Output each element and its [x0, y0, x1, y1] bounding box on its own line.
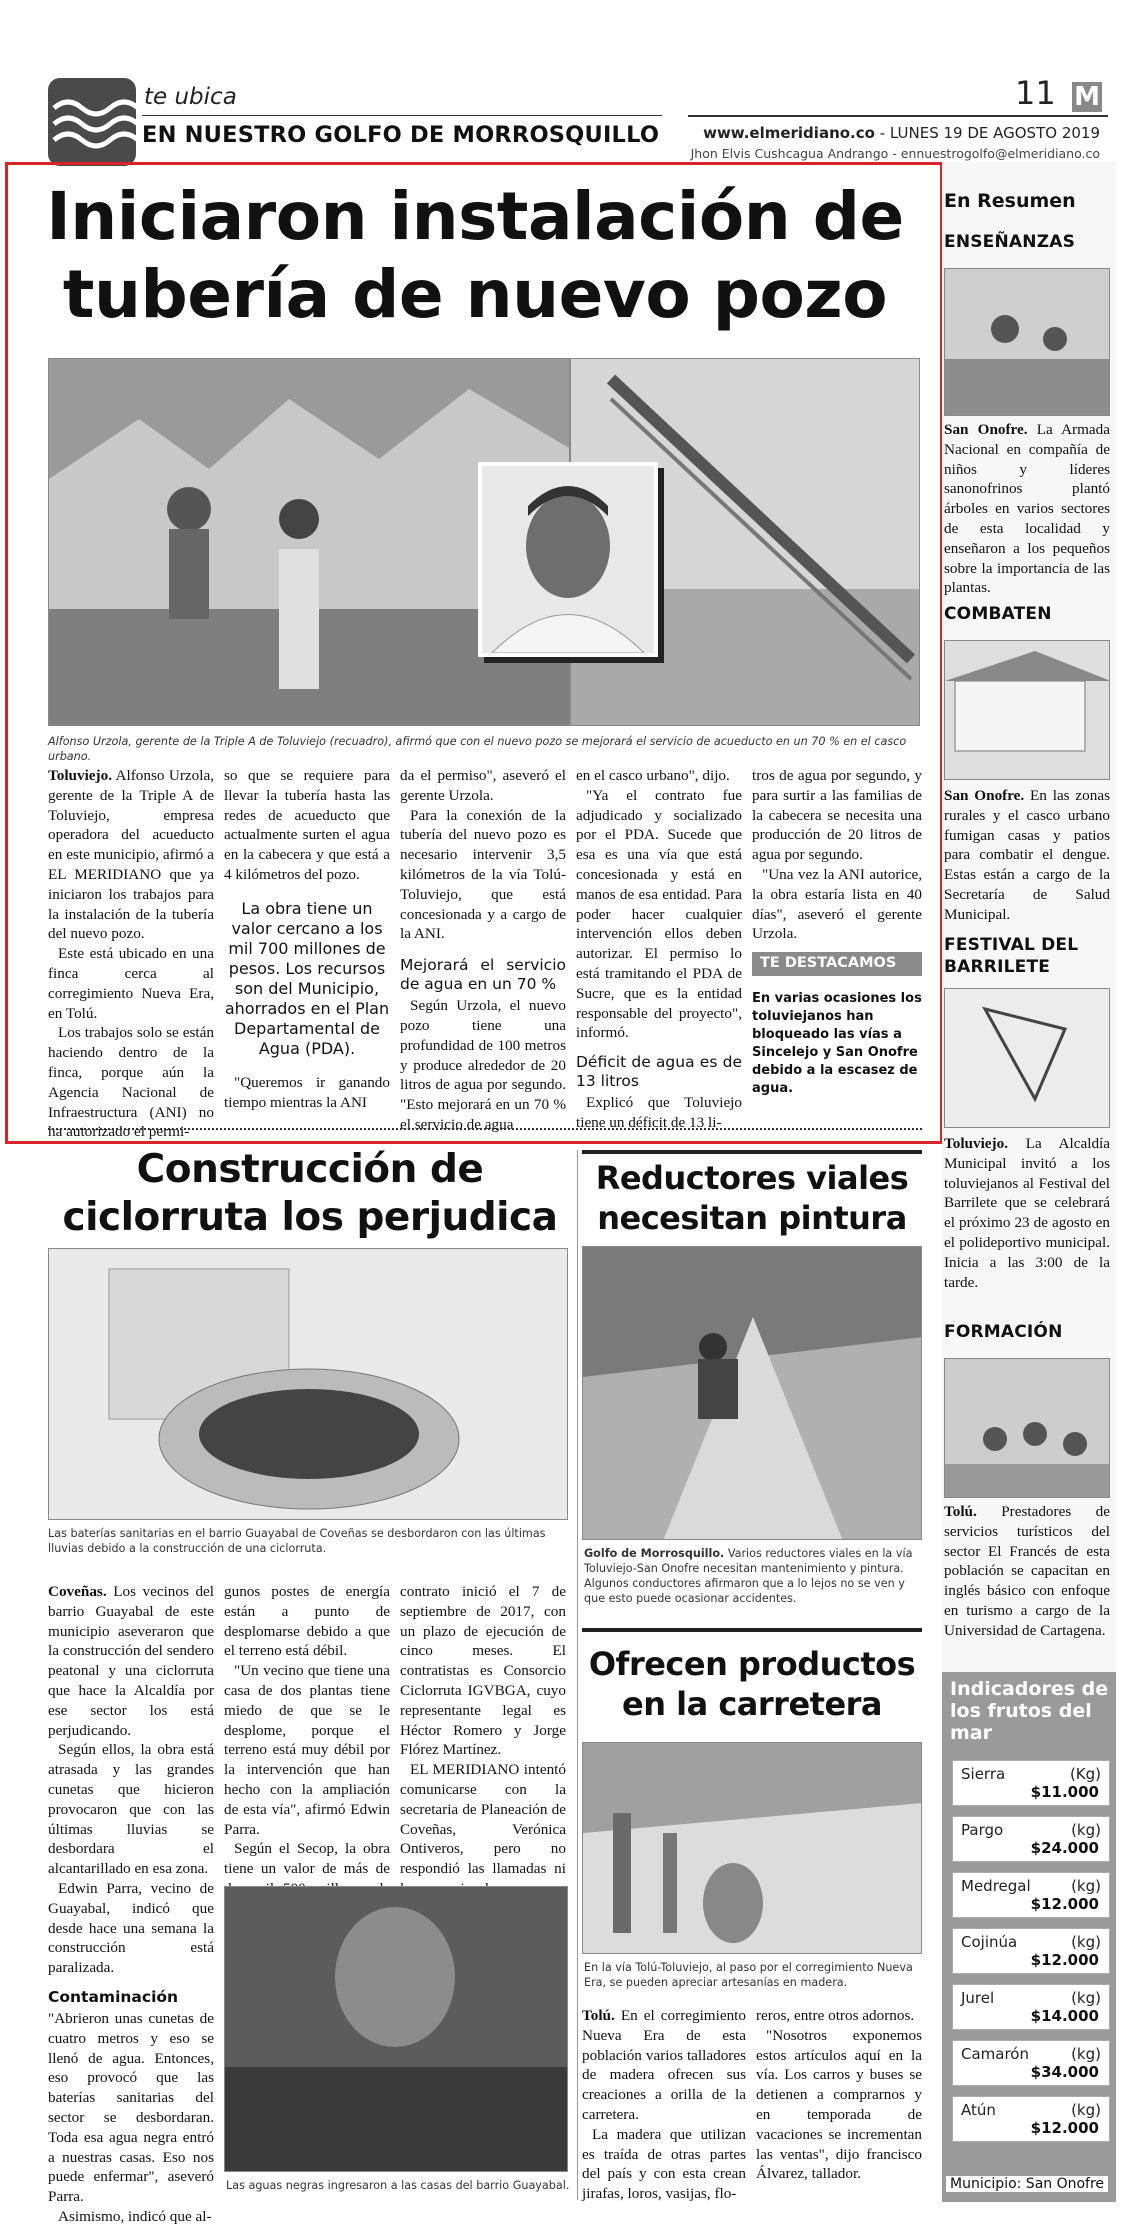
article2-col-1: Coveñas. Los vecinos del barrio Guayabal de este municipio aseveraron que la construcción del sendero peatonal y una ciclorruta que hace la Alcaldía por ese sector los está perjudicando. Según ellos, la obra está atrasada y las grandes cunetas que hicieron provocaron que con las últimas lluvias se desbordara el alcantarillado en esa zona. Edwin Parra, vecino de Guayabal, indicó que desde hace una semana la construcción está paralizada. Contaminación "Abrieron unas cunetas de cuatro metros y eso se llenó de agua. Entonces, eso provocó que las baterías sanitarias del sector se desbordaran. Toda esa agua negra entró a nuestras casas. Eso nos puede enfermar", aseveró Parra. Asimismo, indicó que al-	[48, 1583, 214, 2225]
main-col-3-p2: Para la conexión de la tubería del nuevo pozo es necesario intervenir 3,5 kilómetros de la vía Tolú-Toluviejo, que está concesionada y a cargo de la ANI.	[400, 806, 566, 943]
price-row: Camarón (kg) $34.000	[952, 2040, 1110, 2086]
main-col-3	[400, 766, 566, 1135]
issue-date: - LUNES 19 DE AGOSTO 2019	[874, 124, 1100, 142]
article4-photo-crafts	[582, 1742, 922, 1954]
byline: Jhon Elvis Cushcagua Andrango - ennuestrogolfo@elmeridiano.co	[690, 146, 1100, 161]
main-subheading-2: Déficit de agua es de 13 litros	[576, 1053, 742, 1091]
price-panel-title: Indicadores de los frutos del mar	[950, 1678, 1109, 1744]
article3-photo-road	[582, 1246, 922, 1540]
sidebar-photo-2	[944, 640, 1110, 780]
section-tagline: te ubica	[144, 84, 237, 110]
sidebar-title: En Resumen	[944, 190, 1076, 212]
pull-quote: La obra tiene un valor cercano a los mil 700 millones de pesos. Los recursos son del Municipio, ahorrados en el Plan Departamental de Agua (PDA).	[224, 898, 390, 1058]
sidebar-heading-1: ENSEÑANZAS	[944, 232, 1076, 252]
sidebar-heading-3: FESTIVAL DEL BARRILETE	[944, 935, 1079, 977]
article2-photo-toilet	[48, 1248, 568, 1520]
article2-photo-sewage	[224, 1886, 568, 2172]
toilet-photo-art	[49, 1249, 568, 1520]
main-subheading-1: Mejorará el servicio de agua en un 70 %	[400, 956, 566, 994]
highlight-label: TE DESTACAMOS	[752, 952, 922, 976]
main-headline-line-2: tubería de nuevo pozo	[62, 256, 888, 333]
sewage-photo-art	[225, 1887, 568, 2172]
dateline	[703, 124, 1100, 142]
main-col-3-p3: Según Urzola, el nuevo pozo tiene una profundidad de 100 metros y produce alrededor de 20 litros de agua por segundo. "Esto mejorará en un 70 % el servicio de agua	[400, 997, 566, 1133]
main-col-1	[48, 766, 214, 1142]
sidebar-heading-2: COMBATEN	[944, 604, 1052, 624]
article3-caption: Golfo de Morrosquillo. Varios reductores viales en la vía Toluviejo-San Onofre necesitan mantenimiento y pintura. Algunos conductores afirmaron que a lo lejos no se ven y que esto puede ocasionar accidentes.	[584, 1547, 913, 1605]
sidebar-heading-4: FORMACIÓN	[944, 1322, 1063, 1342]
article2-caption-2: Las aguas negras ingresaron a las casas del barrio Guayabal.	[226, 2179, 570, 2192]
sidebar-photo-1	[944, 268, 1110, 416]
main-col-2	[224, 766, 390, 1112]
main-col-1-p1: Toluviejo. Alfonso Urzola, gerente de la Triple A de Toluviejo, empresa operadora del acueducto en este municipio, afirmó a EL MERIDIANO que ya iniciaron los trabajos para la instalación de la tubería del nuevo pozo.	[48, 767, 214, 943]
sidebar-photo-1-art	[945, 269, 1110, 416]
brand-logo-letter: M	[1074, 82, 1100, 112]
main-headline	[20, 178, 930, 334]
sidebar-photo-2-art	[945, 641, 1110, 780]
main-bottom-rule	[48, 1128, 922, 1132]
header-rule-right	[688, 115, 1108, 117]
main-col-5	[752, 766, 922, 1098]
portrait-art	[482, 466, 654, 653]
article4-col-2: reros, entre otros adornos. "Nosotros exponemos estos artículos aquí en la vía. Los carros y buses se detienen a comprarnos y en temporada de vacaciones se incrementan las ventas", dijo francisco Álvarez, tallador.	[756, 2007, 922, 2183]
brand-logo	[1072, 82, 1102, 112]
header-rule	[142, 115, 662, 116]
page-number: 11	[1015, 74, 1056, 112]
article2-headline: Construcción de ciclorruta los perjudica	[62, 1147, 558, 1240]
kite-icon	[945, 989, 1110, 1128]
article3-top-rule	[582, 1150, 922, 1154]
sidebar-text-1: San Onofre. La Armada Nacional en compañía de niños y líderes sanonofrinos plantó árboles en varios sectores de esta localidad y enseñaron a los pequeños sobre la importancia de las plantas.	[944, 421, 1110, 597]
price-row: Jurel (kg) $14.000	[952, 1984, 1110, 2030]
main-col-5-p1: tros de agua por segundo, y para surtir a las familias de la cabecera se necesita una producción de 20 litros de agua por segundo.	[752, 767, 922, 864]
main-photo-caption: Alfonso Urzola, gerente de la Triple A de Toluviejo (recuadro), afirmó que con el nuevo pozo se mejorará el servicio de acueducto en un 70 % en el casco urbano.	[48, 735, 907, 763]
main-col-4	[576, 766, 742, 1133]
article3-headline: Reductores viales necesitan pintura	[595, 1159, 909, 1237]
section-logo	[48, 78, 136, 166]
crafts-photo-art	[583, 1743, 922, 1954]
section-title: EN NUESTRO GOLFO DE MORROSQUILLO	[142, 122, 660, 148]
main-dateline: Toluviejo.	[48, 767, 112, 784]
sidebar-photo-4-art	[945, 1359, 1110, 1498]
article2-subheading: Contaminación	[48, 1987, 179, 2006]
portrait-inset	[478, 462, 658, 657]
article4-top-rule	[582, 1628, 922, 1632]
main-col-4-p3: Explicó que Toluviejo tiene un déficit de 13 li-	[576, 1094, 742, 1131]
sidebar-text-4: Tolú. Prestadores de servicios turísticos del sector El Francés de esta población se capacitan en inglés básico con enfoque en turismo a cargo de la Universidad de Cartagena.	[944, 1503, 1110, 1639]
sidebar-photo-4	[944, 1358, 1110, 1498]
sidebar-text-2: San Onofre. En las zonas rurales y el casco urbano fumigan casas y patios para combatir el dengue. Estas están a cargo de la Secretaría de Salud Municipal.	[944, 787, 1110, 923]
road-photo-art	[583, 1247, 922, 1540]
main-col-5-p2: "Una vez la ANI autorice, la obra estaría lista en 40 días", aseveró el gerente Urzola.	[752, 865, 922, 943]
price-panel-footer: Municipio: San Onofre	[946, 2176, 1108, 2192]
price-row: Medregal (kg) $12.000	[952, 1872, 1110, 1918]
price-row: Atún (kg) $12.000	[952, 2096, 1110, 2142]
main-col-4-p2: "Ya el contrato fue adjudicado y socializado por el PDA. Sucede que esa es una vía que está concesionada y está en manos de esa entidad. Para poder hacer cualquier intervención ellos deben autorizar. El permiso lo está tramitando el PDA de Sucre, que es la entidad responsable del proyecto", informó.	[576, 786, 742, 1042]
main-headline-line-1: Iniciaron instalación de	[46, 178, 904, 255]
price-row: Cojinúa (kg) $12.000	[952, 1928, 1110, 1974]
sidebar-text-3: Toluviejo. La Alcaldía Municipal invitó a los toluviejanos al Festival del Barrilete que se celebrará el próximo 23 de agosto en el polideportivo municipal. Inicia a las 3:00 de la tarde.	[944, 1135, 1110, 1291]
article2-col-3: contrato inició el 7 de septiembre de 2017, con un plazo de ejecución de cinco meses. El contratistas es Consorcio Ciclorruta IGVBGA, cuyo representante legal es Héctor Romero y Jorge Flórez Martínez. EL MERIDIANO intentó comunicarse con la secretaria de Planeación de Coveñas, Verónica Ontiveros, pero no respondió las llamadas ni	[400, 1583, 566, 1878]
main-col-1-p3: Los trabajos solo se están haciendo dentro de la finca, porque aún la Agencia Nacional de Infraestructura (ANI) no ha autorizado el permi-	[48, 1024, 214, 1141]
article4-col-1: Tolú. En el corregimiento Nueva Era de esta población varios talladores de madera ofrecen sus creaciones a orilla de la carretera. La madera que utilizan es traída de otras partes del país y con esta crean jirafas, loros, vasijas, flo-	[582, 2007, 746, 2203]
article4-headline: Ofrecen productos en la carretera	[588, 1645, 916, 1723]
column-divider	[577, 1150, 578, 2200]
sidebar-photo-3	[944, 988, 1110, 1128]
website: www.elmeridiano.co	[703, 124, 875, 142]
main-col-2-p1: so que se requiere para llevar la tubería hasta las redes de acueducto que actualmente surten el agua en la cabecera y que está a 4 kilómetros del pozo.	[224, 767, 390, 883]
main-col-2-p2: "Queremos ir ganando tiempo mientras la ANI	[224, 1073, 390, 1111]
main-col-4-p1: en el casco urbano", dijo.	[576, 767, 730, 784]
highlight-text: En varias ocasiones los toluviejanos han bloqueado las vías a Sincelejo y San Onofre debido a la escasez de agua.	[752, 990, 922, 1096]
article4-caption: En la vía Tolú-Toluviejo, al paso por el corregimiento Nueva Era, se pueden apreciar artesanías en madera.	[584, 1961, 913, 1989]
price-row: Sierra (Kg) $11.000	[952, 1760, 1110, 1806]
main-col-1-p2: Este está ubicado en una finca cerca al corregimiento Nueva Era, en Tolú.	[48, 945, 214, 1022]
main-col-3-p1: da el permiso", aseveró el gerente Urzola.	[400, 767, 566, 804]
waves-icon	[48, 78, 136, 166]
article2-col-2: gunos postes de energía están a punto de desplomarse debido a que el terreno está débil. "Un vecino que tiene una casa de dos plantas tiene miedo de que se le desplome, porque el terreno está muy débil por la intervención que han hecho con la ampliación de esta vía", afirmó Edwin Parra. Según el Secop, la obra tiene un valor de más de	[224, 1583, 390, 1878]
price-row: Pargo (kg) $24.000	[952, 1816, 1110, 1862]
article2-caption: Las baterías sanitarias en el barrio Guayabal de Coveñas se desbordaron con las últimas lluvias debido a la construcción de una ciclorruta.	[48, 1527, 546, 1555]
